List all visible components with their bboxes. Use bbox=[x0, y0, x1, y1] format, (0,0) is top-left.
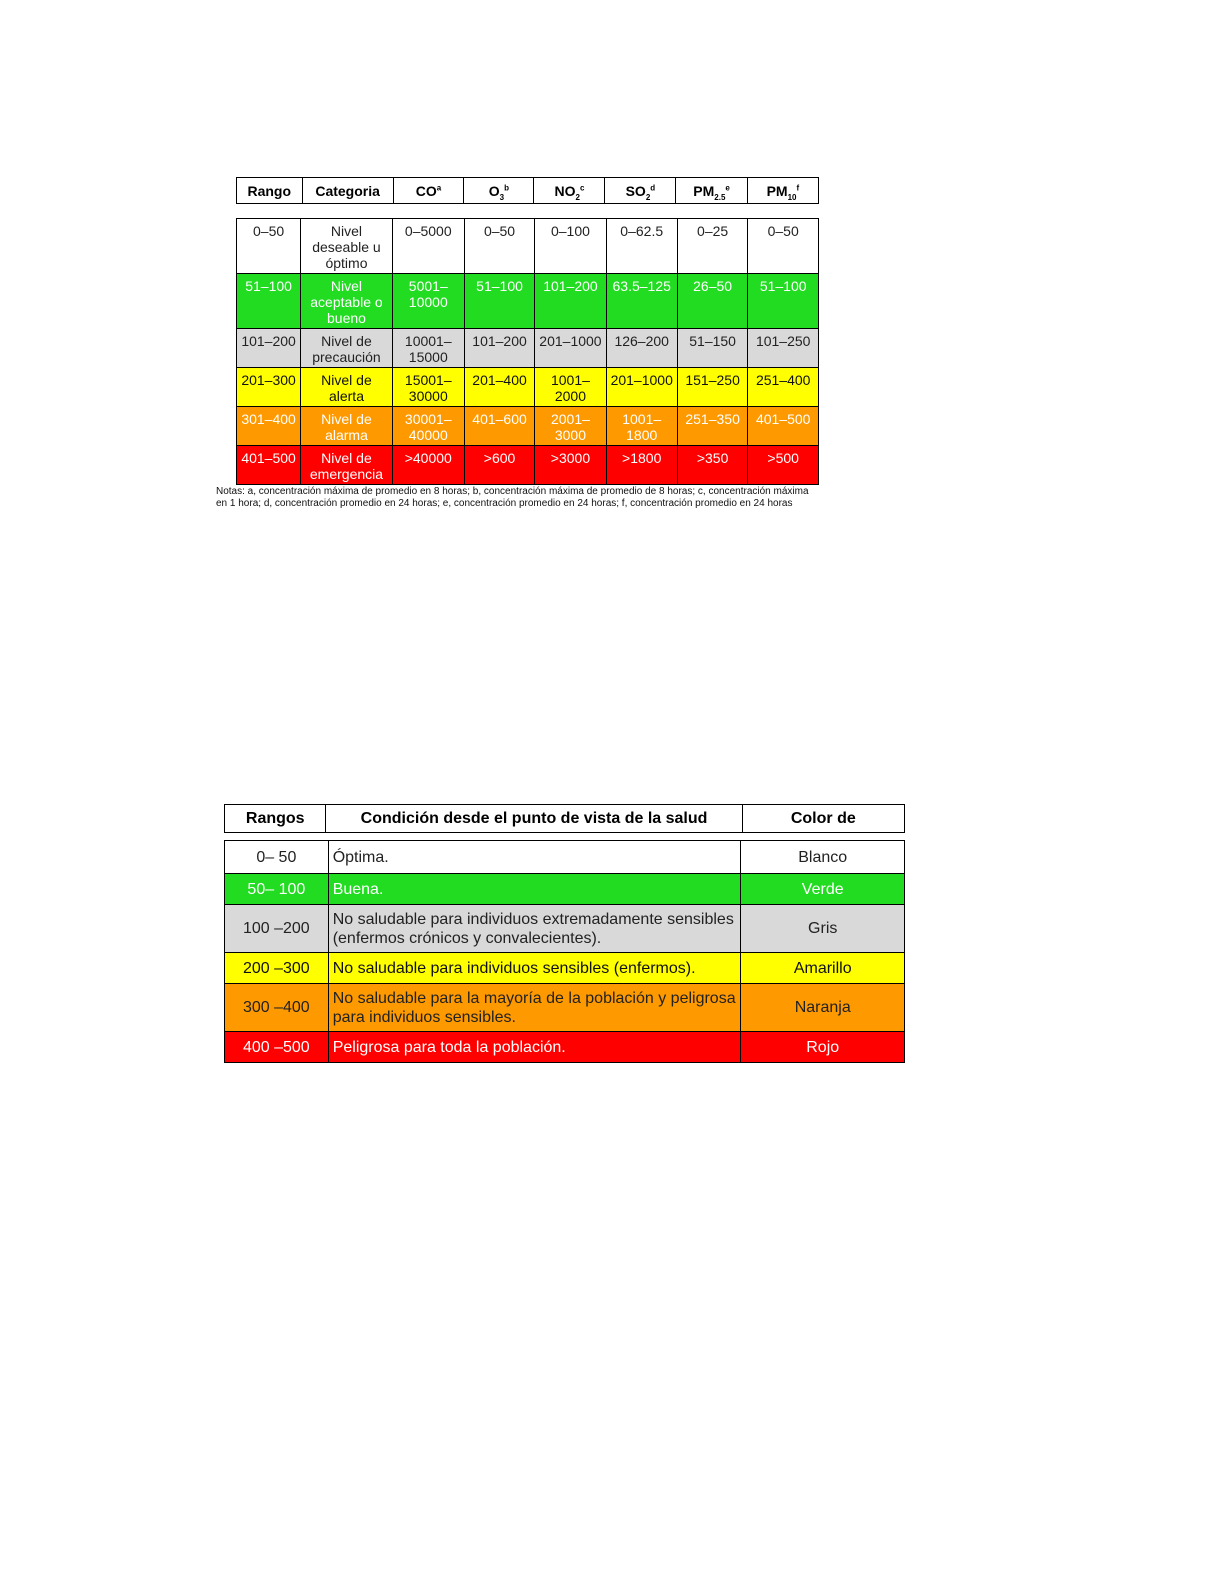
cell-categoria: Nivel de alarma bbox=[301, 407, 393, 446]
cell-pm10: 101–250 bbox=[748, 329, 819, 368]
cell-categoria: Nivel deseable u óptimo bbox=[301, 219, 393, 274]
table-row bbox=[237, 219, 819, 274]
header-categoria: Categoria bbox=[302, 178, 393, 204]
table-notes bbox=[216, 486, 856, 510]
header-row bbox=[237, 178, 819, 204]
cell-condicion: Buena. bbox=[328, 874, 741, 905]
cell-pm25: 26–50 bbox=[677, 274, 748, 329]
cell-color-name: Verde bbox=[741, 874, 905, 905]
cell-so2: 0–62.5 bbox=[606, 219, 677, 274]
cell-rango: 301–400 bbox=[237, 407, 301, 446]
cell-rango: 100 –200 bbox=[225, 905, 329, 953]
cell-no2: 201–1000 bbox=[535, 329, 606, 368]
cell-co: 5001–10000 bbox=[392, 274, 464, 329]
cell-pm25: 151–250 bbox=[677, 368, 748, 407]
cell-color-name: Naranja bbox=[741, 984, 905, 1032]
notes-line-2: en 1 hora; d, concentración promedio en 24 horas; e, concentración promedio en 24 horas; f, concentración promedio en 24 horas bbox=[216, 498, 793, 509]
cell-color-name: Amarillo bbox=[741, 953, 905, 984]
cell-categoria: Nivel de emergencia bbox=[301, 446, 393, 485]
table-row bbox=[237, 329, 819, 368]
table-row bbox=[225, 874, 905, 905]
cell-pm10: 51–100 bbox=[748, 274, 819, 329]
cell-rango: 0–50 bbox=[237, 219, 301, 274]
cell-so2: 63.5–125 bbox=[606, 274, 677, 329]
cell-pm10: 0–50 bbox=[748, 219, 819, 274]
cell-no2: >3000 bbox=[535, 446, 606, 485]
cell-pm25: 0–25 bbox=[677, 219, 748, 274]
cell-condicion: Peligrosa para toda la población. bbox=[328, 1032, 741, 1063]
cell-pm25: 51–150 bbox=[677, 329, 748, 368]
cell-rango: 401–500 bbox=[237, 446, 301, 485]
cell-so2: 126–200 bbox=[606, 329, 677, 368]
cell-o3: >600 bbox=[464, 446, 535, 485]
cell-pm10: 401–500 bbox=[748, 407, 819, 446]
header-so2: $SO_2^d$ bbox=[605, 178, 676, 204]
cell-rango: 0– 50 bbox=[225, 841, 329, 874]
cell-pm25: >350 bbox=[677, 446, 748, 485]
header-pm25: $PM_{2.5}^e$ bbox=[676, 178, 747, 204]
cell-rango: 101–200 bbox=[237, 329, 301, 368]
cell-co: >40000 bbox=[392, 446, 464, 485]
cell-no2: 1001–2000 bbox=[535, 368, 606, 407]
health-condition-table bbox=[224, 840, 905, 1063]
header-rangos: Rangos bbox=[225, 805, 326, 833]
cell-rango: 51–100 bbox=[237, 274, 301, 329]
cell-pm25: 251–350 bbox=[677, 407, 748, 446]
cell-co: 0–5000 bbox=[392, 219, 464, 274]
header-co: $CO^a$ bbox=[393, 178, 464, 204]
table-row bbox=[225, 905, 905, 953]
cell-rango: 201–300 bbox=[237, 368, 301, 407]
aqi-pollutant-table-header bbox=[236, 177, 819, 204]
cell-condicion: No saludable para la mayoría de la población y peligrosa para individuos sensibles. bbox=[328, 984, 741, 1032]
table-row bbox=[237, 407, 819, 446]
cell-pm10: >500 bbox=[748, 446, 819, 485]
aqi-pollutant-table bbox=[236, 218, 819, 485]
table-row bbox=[237, 368, 819, 407]
header-no2: $NO_2^c$ bbox=[534, 178, 605, 204]
cell-so2: >1800 bbox=[606, 446, 677, 485]
cell-o3: 0–50 bbox=[464, 219, 535, 274]
cell-color-name: Blanco bbox=[741, 841, 905, 874]
header-color: Color de bbox=[742, 805, 904, 833]
cell-color-name: Rojo bbox=[741, 1032, 905, 1063]
header-o3: $O_3^b$ bbox=[464, 178, 534, 204]
table-row bbox=[225, 984, 905, 1032]
cell-no2: 2001–3000 bbox=[535, 407, 606, 446]
cell-categoria: Nivel aceptable o bueno bbox=[301, 274, 393, 329]
cell-color-name: Gris bbox=[741, 905, 905, 953]
health-condition-table-header bbox=[224, 804, 905, 833]
cell-so2: 201–1000 bbox=[606, 368, 677, 407]
table-row bbox=[225, 1032, 905, 1063]
table-row bbox=[225, 953, 905, 984]
cell-rango: 300 –400 bbox=[225, 984, 329, 1032]
cell-rango: 50– 100 bbox=[225, 874, 329, 905]
notes-line-1: Notas: a, concentración máxima de promedio en 8 horas; b, concentración máxima de promedio de 8 horas; c, concentración máxima bbox=[216, 486, 809, 497]
header-pm10: $PM_{10}^f$ bbox=[747, 178, 818, 204]
cell-no2: 0–100 bbox=[535, 219, 606, 274]
cell-condicion: No saludable para individuos sensibles (enfermos). bbox=[328, 953, 741, 984]
cell-co: 10001–15000 bbox=[392, 329, 464, 368]
cell-o3: 201–400 bbox=[464, 368, 535, 407]
header-row bbox=[225, 805, 905, 833]
header-rango: Rango bbox=[237, 178, 303, 204]
table-row bbox=[237, 274, 819, 329]
cell-categoria: Nivel de alerta bbox=[301, 368, 393, 407]
cell-o3: 101–200 bbox=[464, 329, 535, 368]
cell-condicion: No saludable para individuos extremadamente sensibles (enfermos crónicos y convalecientes). bbox=[328, 905, 741, 953]
table-row bbox=[237, 446, 819, 485]
cell-categoria: Nivel de precaución bbox=[301, 329, 393, 368]
header-condicion: Condición desde el punto de vista de la salud bbox=[326, 805, 742, 833]
cell-pm10: 251–400 bbox=[748, 368, 819, 407]
cell-no2: 101–200 bbox=[535, 274, 606, 329]
cell-o3: 401–600 bbox=[464, 407, 535, 446]
cell-so2: 1001–1800 bbox=[606, 407, 677, 446]
cell-condicion: Óptima. bbox=[328, 841, 741, 874]
cell-rango: 400 –500 bbox=[225, 1032, 329, 1063]
table-row bbox=[225, 841, 905, 874]
cell-o3: 51–100 bbox=[464, 274, 535, 329]
cell-co: 15001–30000 bbox=[392, 368, 464, 407]
cell-rango: 200 –300 bbox=[225, 953, 329, 984]
cell-co: 30001–40000 bbox=[392, 407, 464, 446]
